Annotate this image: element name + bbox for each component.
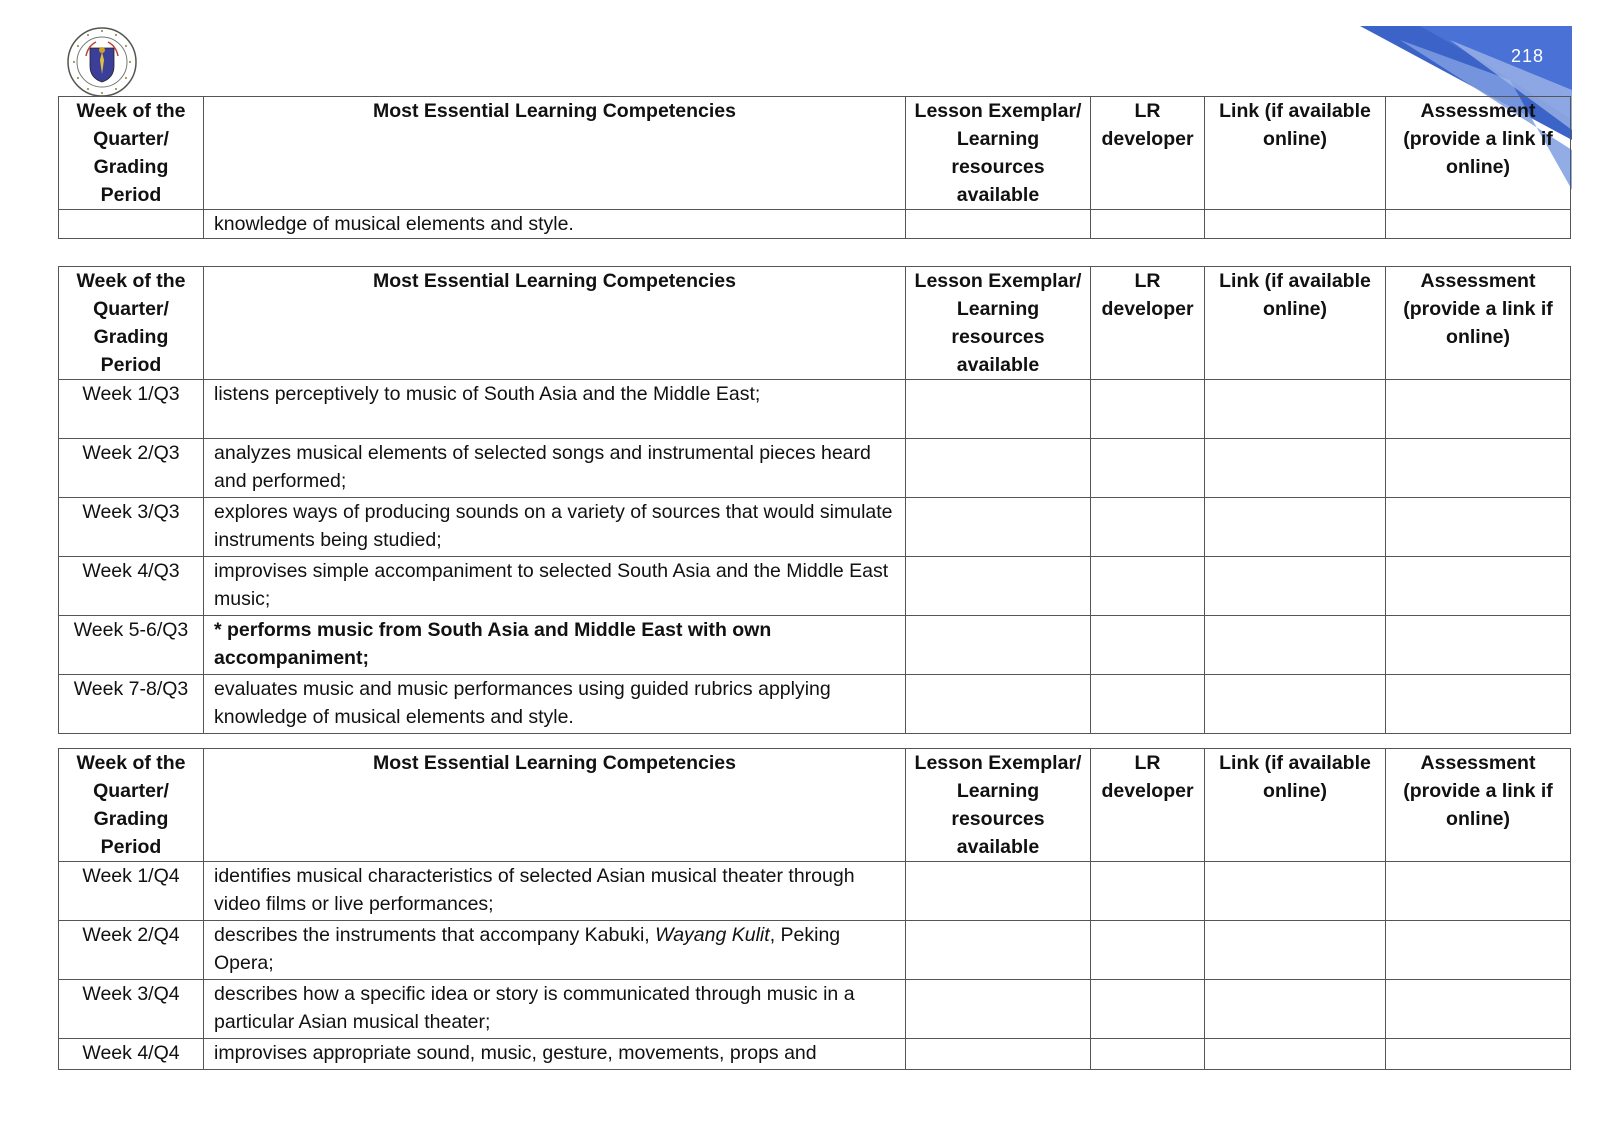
week-cell: Week 5-6/Q3 <box>59 616 204 675</box>
assessment-cell <box>1386 439 1571 498</box>
header-mlc: Most Essential Learning Competencies <box>204 749 906 862</box>
lr-cell <box>1091 921 1205 980</box>
header-assessment: Assessment (provide a link if online) <box>1386 267 1571 380</box>
week-cell: Week 4/Q3 <box>59 557 204 616</box>
table-row <box>59 210 1571 239</box>
week-cell: Week 2/Q3 <box>59 439 204 498</box>
header-assessment: Assessment (provide a link if online) <box>1386 749 1571 862</box>
week-cell: Week 3/Q4 <box>59 980 204 1039</box>
assessment-cell <box>1386 1039 1571 1070</box>
competency-cell: improvises appropriate sound, music, gesture, movements, props and <box>204 1039 906 1070</box>
competency-cell <box>204 921 906 980</box>
header-week: Week of the Quarter/ Grading Period <box>59 97 204 210</box>
header-link: Link (if available online) <box>1205 749 1386 862</box>
header-link: Link (if available online) <box>1205 97 1386 210</box>
lr-cell <box>1091 557 1205 616</box>
deped-seal-logo <box>66 26 138 98</box>
table-row <box>59 380 1571 439</box>
header-assessment: Assessment (provide a link if online) <box>1386 97 1571 210</box>
assessment-cell <box>1386 862 1571 921</box>
assessment-cell <box>1386 921 1571 980</box>
lr-cell <box>1091 439 1205 498</box>
lr-cell <box>1091 498 1205 557</box>
link-cell <box>1205 380 1386 439</box>
competencies-table-q3 <box>58 266 1571 734</box>
competency-cell: * performs music from South Asia and Middle East with own accompaniment; <box>204 616 906 675</box>
table-header-row <box>59 267 1571 380</box>
week-cell: Week 1/Q3 <box>59 380 204 439</box>
week-cell: Week 4/Q4 <box>59 1039 204 1070</box>
assessment-cell <box>1386 380 1571 439</box>
lesson-cell <box>906 616 1091 675</box>
assessment-cell <box>1386 210 1571 239</box>
link-cell <box>1205 616 1386 675</box>
lr-cell <box>1091 675 1205 734</box>
header-week: Week of the Quarter/ Grading Period <box>59 267 204 380</box>
competency-cell: analyzes musical elements of selected songs and instrumental pieces heard and performed; <box>204 439 906 498</box>
header-mlc: Most Essential Learning Competencies <box>204 97 906 210</box>
table-row <box>59 439 1571 498</box>
lr-cell <box>1091 380 1205 439</box>
table-header-row <box>59 749 1571 862</box>
page-number: 218 <box>1510 46 1544 66</box>
lesson-cell <box>906 980 1091 1039</box>
table-row <box>59 616 1571 675</box>
table-row <box>59 862 1571 921</box>
week-cell: Week 7-8/Q3 <box>59 675 204 734</box>
header-lesson-exemplar: Lesson Exemplar/ Learning resources available <box>906 97 1091 210</box>
competency-cell: improvises simple accompaniment to selected South Asia and the Middle East music; <box>204 557 906 616</box>
competency-cell: listens perceptively to music of South Asia and the Middle East; <box>204 380 906 439</box>
table-row <box>59 498 1571 557</box>
link-cell <box>1205 439 1386 498</box>
week-cell: Week 2/Q4 <box>59 921 204 980</box>
link-cell <box>1205 862 1386 921</box>
lesson-cell <box>906 1039 1091 1070</box>
week-cell: Week 3/Q3 <box>59 498 204 557</box>
competency-cell: knowledge of musical elements and style. <box>204 210 906 239</box>
lesson-cell <box>906 862 1091 921</box>
competency-cell: identifies musical characteristics of selected Asian musical theater through video films or live performances; <box>204 862 906 921</box>
competency-cell: describes how a specific idea or story is communicated through music in a particular Asian musical theater; <box>204 980 906 1039</box>
header-lr-developer: LR developer <box>1091 749 1205 862</box>
competency-text-italic: Wayang Kulit <box>655 924 770 946</box>
table-row <box>59 980 1571 1039</box>
link-cell <box>1205 210 1386 239</box>
lr-cell <box>1091 616 1205 675</box>
competency-cell: evaluates music and music performances using guided rubrics applying knowledge of musical elements and style. <box>204 675 906 734</box>
table-row <box>59 557 1571 616</box>
link-cell <box>1205 921 1386 980</box>
lesson-cell <box>906 498 1091 557</box>
header-week: Week of the Quarter/ Grading Period <box>59 749 204 862</box>
table-header-row <box>59 97 1571 210</box>
competency-text: describes the instruments that accompany Kabuki, <box>214 924 656 946</box>
link-cell <box>1205 498 1386 557</box>
link-cell <box>1205 1039 1386 1070</box>
lesson-cell <box>906 380 1091 439</box>
competency-text: , Peking Opera; <box>214 924 841 974</box>
header-link: Link (if available online) <box>1205 267 1386 380</box>
header-lesson-exemplar: Lesson Exemplar/ Learning resources available <box>906 267 1091 380</box>
lesson-cell <box>906 439 1091 498</box>
assessment-cell <box>1386 498 1571 557</box>
link-cell <box>1205 557 1386 616</box>
week-cell: Week 1/Q4 <box>59 862 204 921</box>
header-mlc: Most Essential Learning Competencies <box>204 267 906 380</box>
lr-cell <box>1091 210 1205 239</box>
lesson-cell <box>906 921 1091 980</box>
assessment-cell <box>1386 616 1571 675</box>
assessment-cell <box>1386 980 1571 1039</box>
header-lesson-exemplar: Lesson Exemplar/ Learning resources available <box>906 749 1091 862</box>
lesson-cell <box>906 675 1091 734</box>
lesson-cell <box>906 210 1091 239</box>
lr-cell <box>1091 1039 1205 1070</box>
assessment-cell <box>1386 675 1571 734</box>
table-row <box>59 921 1571 980</box>
lr-cell <box>1091 980 1205 1039</box>
link-cell <box>1205 980 1386 1039</box>
lesson-cell <box>906 557 1091 616</box>
competencies-table-q4 <box>58 748 1571 1070</box>
table-row <box>59 1039 1571 1070</box>
header-lr-developer: LR developer <box>1091 97 1205 210</box>
lr-cell <box>1091 862 1205 921</box>
competencies-table-continued <box>58 96 1571 239</box>
table-row <box>59 675 1571 734</box>
week-cell <box>59 210 204 239</box>
header-lr-developer: LR developer <box>1091 267 1205 380</box>
competency-cell: explores ways of producing sounds on a variety of sources that would simulate instruments being studied; <box>204 498 906 557</box>
assessment-cell <box>1386 557 1571 616</box>
link-cell <box>1205 675 1386 734</box>
